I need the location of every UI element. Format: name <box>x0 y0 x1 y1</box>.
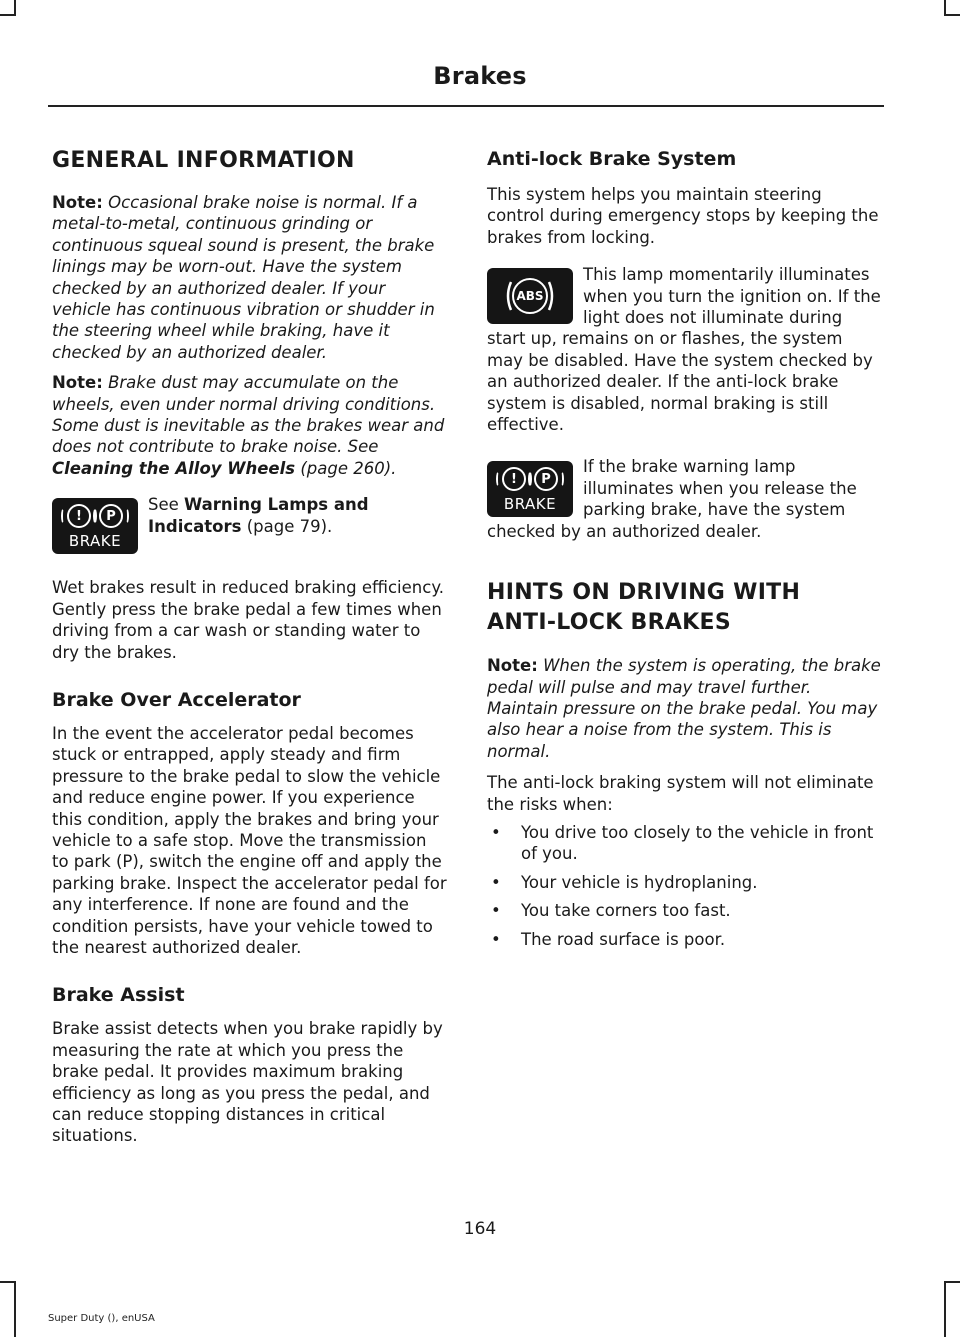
wet-brakes-paragraph: Wet brakes result in reduced braking efficiency. Gently press the brake pedal a few times when driving from a car wash or standing water to dry the brakes. <box>52 578 444 662</box>
brake-warning-lamp-icon <box>52 498 138 554</box>
note-brake-dust <box>52 372 448 479</box>
brake-over-accelerator-heading: Brake Over Accelerator <box>52 688 301 711</box>
warning-lamps-link[interactable]: Warning Lamps and Indicators <box>148 495 369 536</box>
warning-exclamation-icon: ! <box>67 504 91 528</box>
brake-assist-paragraph: Brake assist detects when you brake rapidly by measuring the rate at which you press the brake pedal. It provides maximum braking efficiency as long as you press the pedal, and can reduce stopping distances in critical situations. <box>52 1019 443 1146</box>
note-text: Occasional brake noise is normal. If a metal-to-metal, continuous grinding or continuous squeal sound is present, the brake linings may be worn-out. Have the system checked by an authorized dealer. If your vehicle has continuous vibration or shudder in the steering wheel while braking, have it checked by an authorized dealer. <box>52 193 435 362</box>
crop-mark <box>944 1281 960 1283</box>
note-label: Note: <box>487 656 538 676</box>
warning-exclamation-icon: ! <box>502 467 526 491</box>
abs-lamp-block <box>487 264 883 435</box>
list-item: • Your vehicle is hydroplaning. <box>487 872 883 893</box>
anti-lock-brake-system-heading: Anti-lock Brake System <box>487 148 737 170</box>
brake-lamp-block <box>487 456 883 542</box>
abs-intro-paragraph: This system helps you maintain steering control during emergency stops by keeping the brakes from locking. <box>487 185 879 247</box>
note-system-operating <box>487 655 883 762</box>
see-reference <box>148 494 448 537</box>
note-label: Note: <box>52 193 103 212</box>
brake-icon-label: BRAKE <box>68 532 122 551</box>
note-text: Brake dust may accumulate on the wheels, even under normal driving conditions. Some dust is inevitable as the brakes wear and does not contribute to brake noise. See <box>52 373 445 457</box>
header-divider <box>48 105 884 107</box>
brake-icon-label: BRAKE <box>503 495 557 514</box>
parking-p-icon: P <box>534 467 558 491</box>
left-column <box>52 140 448 1147</box>
risks-intro-paragraph: The anti-lock braking system will not eliminate the risks when: <box>487 773 874 814</box>
list-item: • The road surface is poor. <box>487 929 883 950</box>
see-prefix: See <box>148 495 179 515</box>
hints-heading-line1: HINTS ON DRIVING WITH <box>487 580 801 606</box>
abs-warning-lamp-icon <box>487 268 573 324</box>
brake-warning-lamp-icon <box>487 461 573 517</box>
hints-heading-line2: ANTI-LOCK BRAKES <box>487 610 732 636</box>
brake-assist-heading: Brake Assist <box>52 984 185 1007</box>
note-brake-noise <box>52 192 448 363</box>
crop-mark <box>944 14 960 16</box>
general-information-heading: GENERAL INFORMATION <box>52 148 355 173</box>
abs-lamp-paragraph: This lamp momentarily illuminates when you turn the ignition on. If the light does not illuminate during start up, remains on or flashes, the system may be disabled. Have the system checked by an authorized dealer. If the anti-lock brake system is disabled, normal braking is still effective. <box>487 265 881 435</box>
right-column <box>487 140 883 950</box>
list-item: • You drive too closely to the vehicle in front of you. <box>487 822 883 865</box>
note-label: Note: <box>52 373 103 393</box>
crop-mark <box>944 1281 946 1337</box>
page-number: 164 <box>463 1219 497 1239</box>
note-text: When the system is operating, the brake pedal will pulse and may travel further. Maintain pressure on the brake pedal. You may also hear a noise from the system. This is normal. <box>487 656 881 761</box>
brake-over-accelerator-paragraph: In the event the accelerator pedal becomes stuck or entrapped, apply steady and firm pressure to the brake pedal to slow the vehicle and reduce engine power. If you experience this condition, apply the brakes and bring your vehicle to a safe stop. Move the transmission to park (P), switch the engine off and apply the parking brake. Inspect the accelerator pedal for any interference. If none are found and the condition persists, have your vehicle towed to the nearest authorized dealer. <box>52 723 447 957</box>
crop-mark <box>0 1281 16 1283</box>
crop-mark <box>14 1281 16 1337</box>
cleaning-alloy-wheels-link[interactable]: Cleaning the Alloy Wheels <box>52 458 296 478</box>
crop-mark <box>0 14 16 16</box>
page-reference: (page 79). <box>246 516 333 536</box>
page-header-title: Brakes <box>433 62 527 90</box>
list-item: • You take corners too fast. <box>487 900 883 921</box>
risks-list <box>487 822 883 950</box>
page-reference: (page 260). <box>300 458 397 478</box>
brake-lamp-paragraph: If the brake warning lamp illuminates when you release the parking brake, have the system checked by an authorized dealer. <box>487 457 857 541</box>
see-warning-lamps-block <box>52 494 448 560</box>
document-id: Super Duty (), enUSA <box>48 1313 155 1324</box>
abs-label: ABS <box>512 278 548 314</box>
parking-p-icon: P <box>99 504 123 528</box>
